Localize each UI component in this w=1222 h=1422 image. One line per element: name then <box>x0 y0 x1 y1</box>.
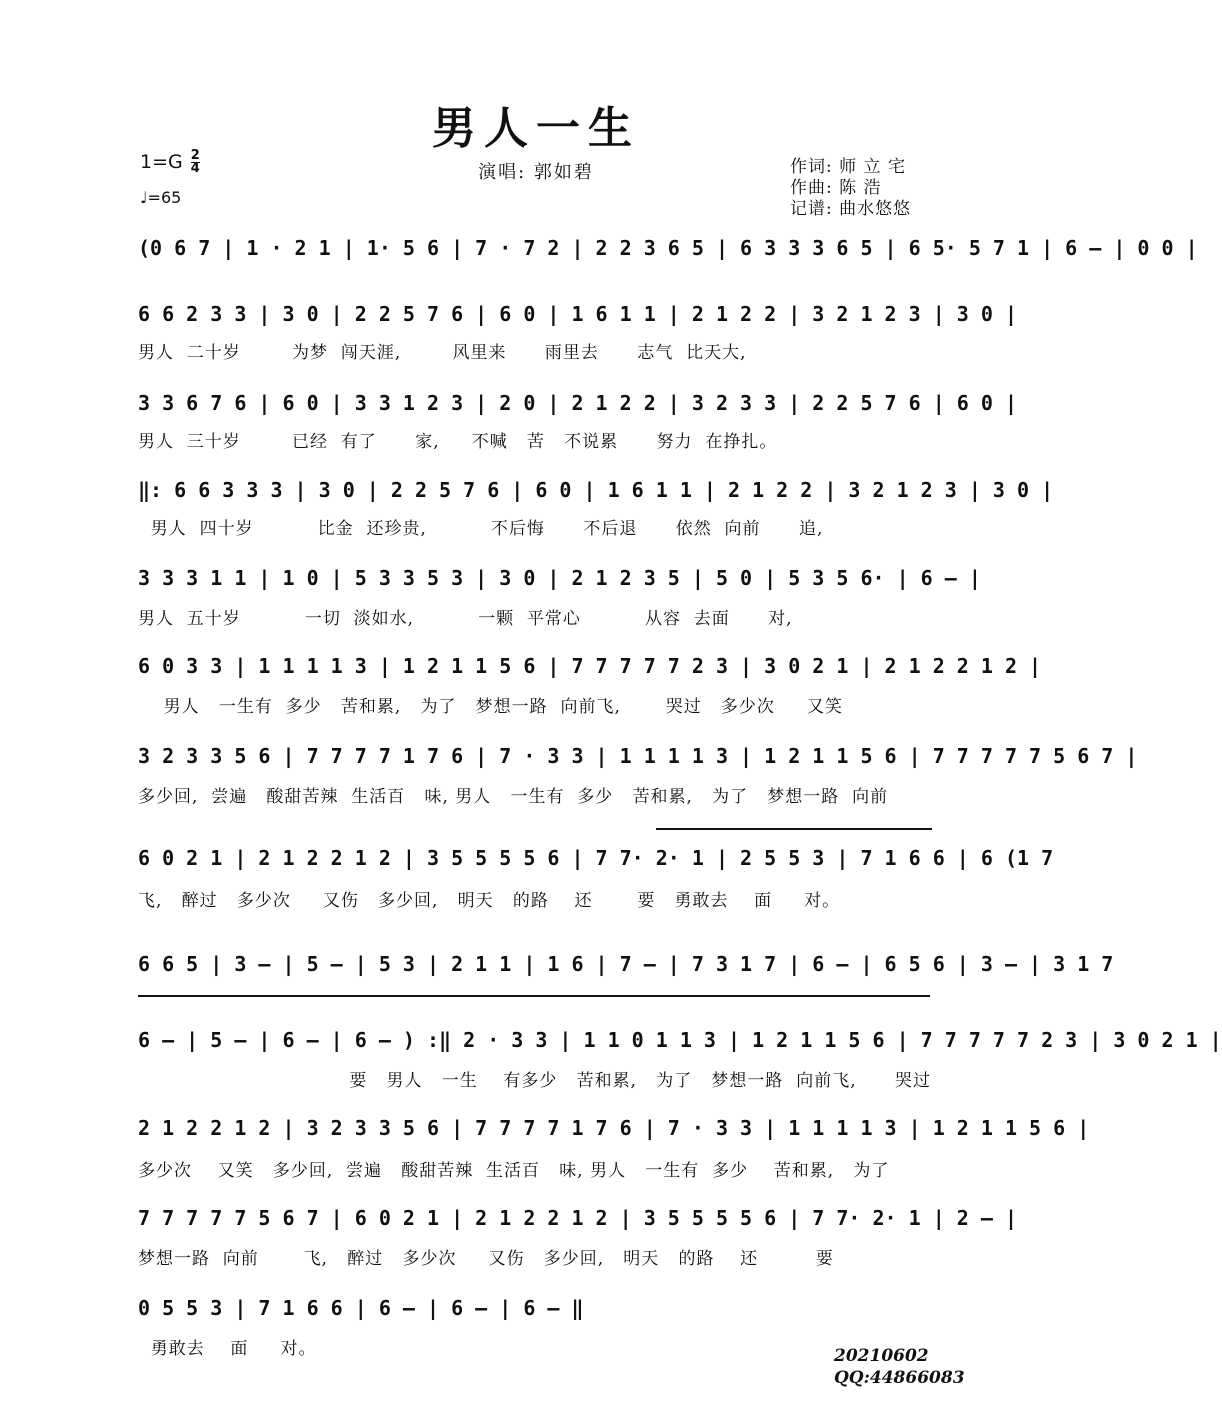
lyrics-row-3: 男人 三十岁 已经 有了 家, 不喊 苦 不说累 努力 在挣扎。 <box>138 432 778 452</box>
time-top: 2 <box>190 148 200 163</box>
notes-row-13: 0 5 5 3 | 7 1 6 6 | 6 – | 6 – | 6 – ‖ <box>138 1296 584 1320</box>
notes-row-12: 7 7 7 7 7 5 6 7 | 6 0 2 1 | 2 1 2 2 1 2 | 3 5 5 5 5 6 | 7 7· 2· 1 | 2 – | <box>138 1206 1017 1230</box>
notes-row-3: 3 3 6 7 6 | 6 0 | 3 3 1 2 3 | 2 0 | 2 1 2 2 | 3 2 3 3 | 2 2 5 7 6 | 6 0 | <box>138 391 1017 415</box>
time-bottom: 4 <box>190 161 200 176</box>
lyrics-row-12: 梦想一路 向前 飞, 醉过 多少次 又伤 多少回, 明天 的路 还 要 <box>138 1249 834 1269</box>
song-title: 男人一生 <box>432 103 640 154</box>
footer-qq: QQ:44866083 <box>834 1368 965 1388</box>
notes-row-6: 6 0 3 3 | 1 1 1 1 3 | 1 2 1 1 5 6 | 7 7 7 7 7 2 3 | 3 0 2 1 | 2 1 2 2 1 2 | <box>138 654 1042 678</box>
key-label: 1=G <box>140 151 183 173</box>
lyrics-row-4: 男人 四十岁 比金 还珍贵, 不后悔 不后退 依然 向前 追, <box>138 519 824 539</box>
first-ending-bracket <box>656 828 932 830</box>
composer-credit: 作曲: 陈 浩 <box>790 178 882 198</box>
lyrics-row-6: 男人 一生有 多少 苦和累, 为了 梦想一路 向前飞, 哭过 多少次 又笑 <box>138 697 843 717</box>
notes-row-4: ‖: 6 6 3 3 3 | 3 0 | 2 2 5 7 6 | 6 0 | 1 6 1 1 | 2 1 2 2 | 3 2 1 2 3 | 3 0 | <box>138 478 1054 502</box>
notes-row-10: 6 – | 5 – | 6 – | 6 – ) :‖ 2 · 3 3 | 1 1 0 1 1 3 | 1 2 1 1 5 6 | 7 7 7 7 7 2 3 | 3 0 2 1 | <box>138 1028 1222 1052</box>
lyrics-row-13: 勇敢去 面 对。 <box>138 1339 317 1359</box>
notes-row-9: 6 6 5 | 3 – | 5 – | 5 3 | 2 1 1 | 1 6 | 7 – | 7 3 1 7 | 6 – | 6 5 6 | 3 – | 3 1 7 <box>138 952 1114 976</box>
notes-row-8: 6 0 2 1 | 2 1 2 2 1 2 | 3 5 5 5 5 6 | 7 7· 2· 1 | 2 5 5 3 | 7 1 6 6 | 6 (1 7 <box>138 846 1054 870</box>
volta-divider-line <box>138 995 930 997</box>
lyrics-row-5: 男人 五十岁 一切 淡如水, 一颗 平常心 从容 去面 对, <box>138 609 793 629</box>
notes-row-11: 2 1 2 2 1 2 | 3 2 3 3 5 6 | 7 7 7 7 1 7 6 | 7 · 3 3 | 1 1 1 1 3 | 1 2 1 1 5 6 | <box>138 1116 1090 1140</box>
singer-credit: 演唱: 郭如碧 <box>478 162 594 183</box>
lyrics-row-10: 要 男人 一生 有多少 苦和累, 为了 梦想一路 向前飞, 哭过 <box>138 1071 932 1091</box>
footer-date: 20210602 <box>834 1346 929 1366</box>
lyrics-row-8: 飞, 醉过 多少次 又伤 多少回, 明天 的路 还 要 勇敢去 面 对。 <box>138 891 841 911</box>
lyricist-credit: 作词: 师 立 宅 <box>790 157 906 177</box>
tempo-marking: ♩=65 <box>140 188 182 207</box>
notes-row-2: 6 6 2 3 3 | 3 0 | 2 2 5 7 6 | 6 0 | 1 6 1 1 | 2 1 2 2 | 3 2 1 2 3 | 3 0 | <box>138 302 1017 326</box>
notation-credit: 记谱: 曲水悠悠 <box>790 199 912 219</box>
lyrics-row-11: 多少次 又笑 多少回, 尝遍 酸甜苦辣 生活百 味, 男人 一生有 多少 苦和累, 为了 <box>138 1161 890 1181</box>
notes-row-7: 3 2 3 3 5 6 | 7 7 7 7 1 7 6 | 7 · 3 3 | 1 1 1 1 3 | 1 2 1 1 5 6 | 7 7 7 7 7 5 6 7 | <box>138 744 1138 768</box>
notes-row-5: 3 3 3 1 1 | 1 0 | 5 3 3 5 3 | 3 0 | 2 1 2 3 5 | 5 0 | 5 3 5 6· | 6 – | <box>138 566 981 590</box>
lyrics-row-2: 男人 二十岁 为梦 闯天涯, 风里来 雨里去 志气 比天大, <box>138 343 747 363</box>
lyrics-row-7: 多少回, 尝遍 酸甜苦辣 生活百 味, 男人 一生有 多少 苦和累, 为了 梦想一路 向前 <box>138 787 889 807</box>
notes-row-1: (0 6 7 | 1 · 2 1 | 1· 5 6 | 7 · 7 2 | 2 2 3 6 5 | 6 3 3 3 6 5 | 6 5· 5 7 1 | 6 – | 0 0 | <box>138 236 1198 260</box>
